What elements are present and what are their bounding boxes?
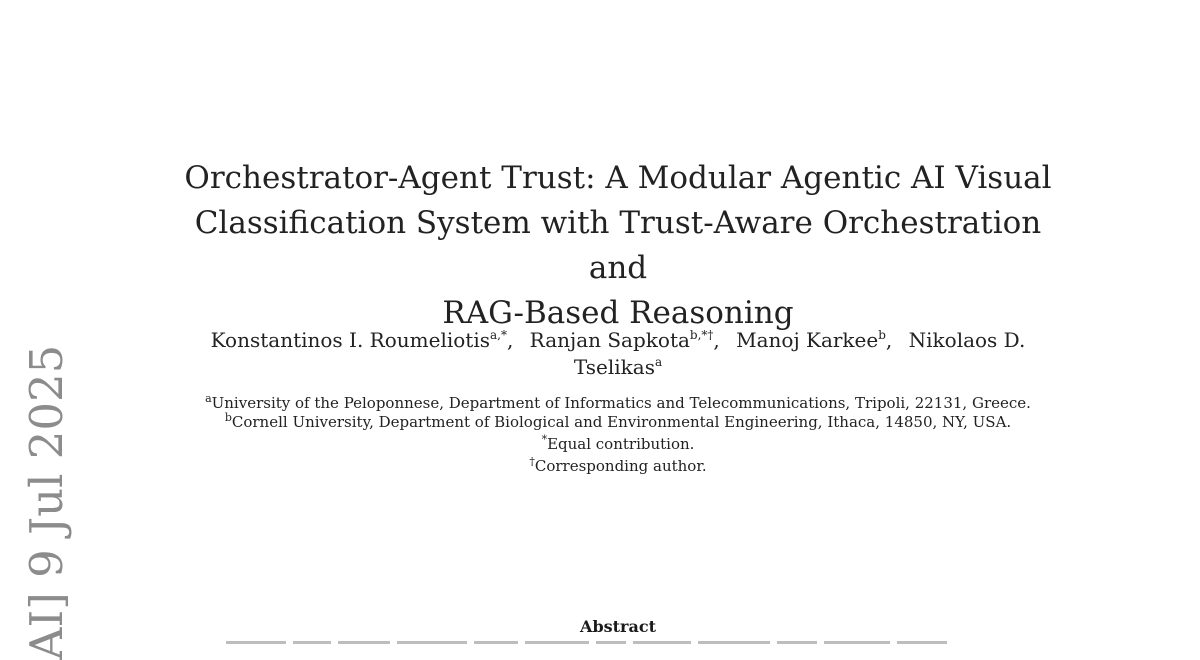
note-text: Equal contribution.: [547, 435, 695, 453]
affiliations: [200, 394, 1036, 478]
author-name: Nikolaos D. Tselikas: [573, 328, 1026, 379]
note-mark: *: [541, 433, 548, 446]
affiliation-text: Cornell University, Department of Biological and Environmental Engineering, Ithaca, 14850, NY, USA.: [231, 413, 1012, 431]
author-marks: b,*†: [689, 328, 714, 342]
author-list: Konstantinos I. Roumeliotis$^{a,*}$, Ranjan Sapkota$^{b,*\dagger}$, Manoj Karkee$^b$, Nikolaos D. Tselikas$^a$: [210, 328, 1026, 379]
author-marks: a: [654, 355, 663, 369]
affiliation-text: University of the Peloponnese, Department of Informatics and Telecommunications, Tripoli, 22131, Greece.: [211, 394, 1031, 412]
author-name: Manoj Karkee: [736, 328, 879, 352]
note-text: Corresponding author.: [534, 457, 707, 475]
abstract-heading: Abstract: [580, 617, 656, 636]
author-name: Konstantinos I. Roumeliotis: [210, 328, 490, 352]
note-mark: †: [529, 455, 535, 468]
author-name: Ranjan Sapkota: [529, 328, 690, 352]
title-line-3: RAG-Based Reasoning: [442, 295, 794, 331]
affiliation-mark: b: [224, 411, 232, 424]
author-marks: b: [878, 328, 886, 342]
abstract-text-partial: [226, 641, 996, 644]
corresponding-author-note: [200, 454, 1036, 478]
arxiv-identifier-stamp: AI] 9 Jul 2025: [20, 344, 73, 660]
affiliation-a: [200, 394, 1036, 413]
title-line-2: Classification System with Trust-Aware Orchestration and: [194, 205, 1042, 286]
affiliation-b: [200, 413, 1036, 432]
author-marks: a,*: [489, 328, 507, 342]
affiliation-mark: a: [205, 392, 212, 405]
title-line-1: Orchestrator-Agent Trust: A Modular Agentic AI Visual: [184, 160, 1052, 196]
equal-contribution-note: [200, 432, 1036, 456]
paper-title: [170, 156, 1066, 336]
